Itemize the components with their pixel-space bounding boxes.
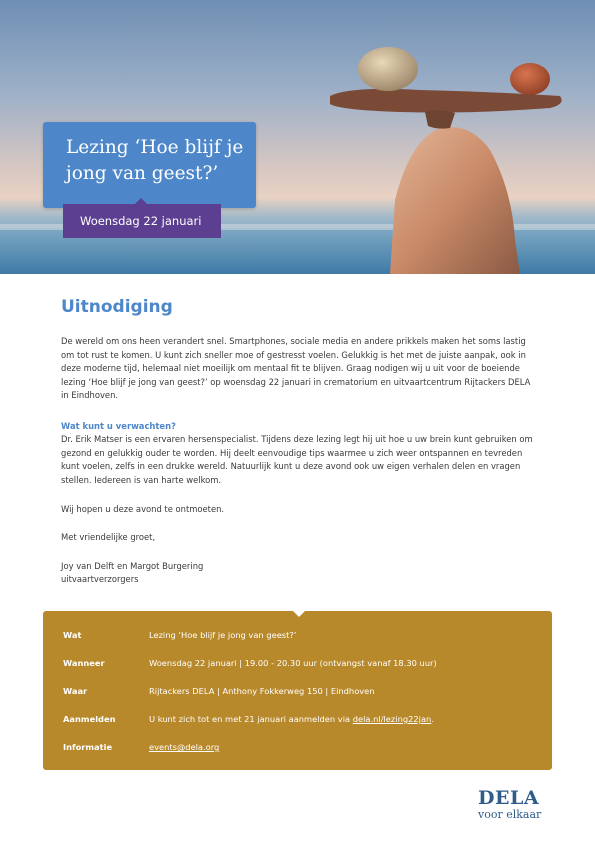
intro-paragraph: De wereld om ons heen verandert snel. Smartphones, sociale media en andere prikkels maken het soms lastig om tot rust te komen. U kunt zich sneller moe of gestresst voelen. Gelukkig is het met de juiste aanpak, ook in deze moderne tijd, helemaal niet moeilijk om mentaal fit te blijven. Graag nodigen wij u uit voor de boeiende lezing ‘Hoe blijf je jong van geest?’ op woensdag 22 januari in crematorium en uitvaartcentrum Rijtackers DELA in Eindhoven. [61,336,531,401]
detail-row-where [43,686,552,700]
event-title: Lezing ‘Hoe blijf je jong van geest?’ [66,137,244,184]
detail-row-what [43,630,552,644]
event-title-box [43,122,256,208]
invitation-heading: Uitnodiging [61,297,173,317]
detail-label: Informatie [63,742,113,752]
panel-notch [292,610,306,617]
detail-row-when [43,658,552,672]
detail-label: Wat [63,630,82,640]
detail-label: Waar [63,686,88,696]
detail-value [149,714,434,724]
event-details-panel [43,611,552,770]
register-text: U kunt zich tot en met 21 januari aanmelden via [149,714,353,724]
closing-line: Wij hopen u deze avond te ontmoeten. [61,504,225,514]
event-date-badge [63,204,221,238]
signers: Joy van Delft en Margot Burgering [61,561,204,571]
email-link[interactable]: events@dela.org [149,742,220,752]
detail-value: Lezing ‘Hoe blijf je jong van geest?’ [149,630,297,640]
event-date: Woensdag 22 januari [80,214,202,228]
register-suffix: . [431,714,434,724]
detail-label: Aanmelden [63,714,116,724]
logo-brand: DELA [478,787,540,809]
greeting: Met vriendelijke groet, [61,532,156,542]
detail-value: Woensdag 22 januari | 19.00 - 20.30 uur (ontvangst vanaf 18.30 uur) [149,658,437,668]
detail-row-information [43,742,552,756]
dela-logo [478,787,558,821]
logo-tagline: voor elkaar [478,808,542,821]
expectations-subheading: Wat kunt u verwachten? [61,421,176,431]
detail-label: Wanneer [63,658,105,668]
signers-role: uitvaartverzorgers [61,574,139,584]
detail-row-register [43,714,552,728]
register-link[interactable]: dela.nl/lezing22jan [352,714,432,724]
detail-value: Rijtackers DELA | Anthony Fokkerweg 150 | Eindhoven [149,686,375,696]
expectations-paragraph: Dr. Erik Matser is een ervaren hersenspecialist. Tijdens deze lezing legt hij uit hoe u uw brein kunt gebruiken om gezond en gelukkig ouder te worden. Hij deelt eenvoudige tips waarmee u zich weer ontspannen en tevreden kunt voelen, zelfs in een drukke wereld. Natuurlijk kunt u deze avond ook uw eigen verhalen delen en vragen stellen. Iedereen is van harte welkom. [61,434,533,485]
